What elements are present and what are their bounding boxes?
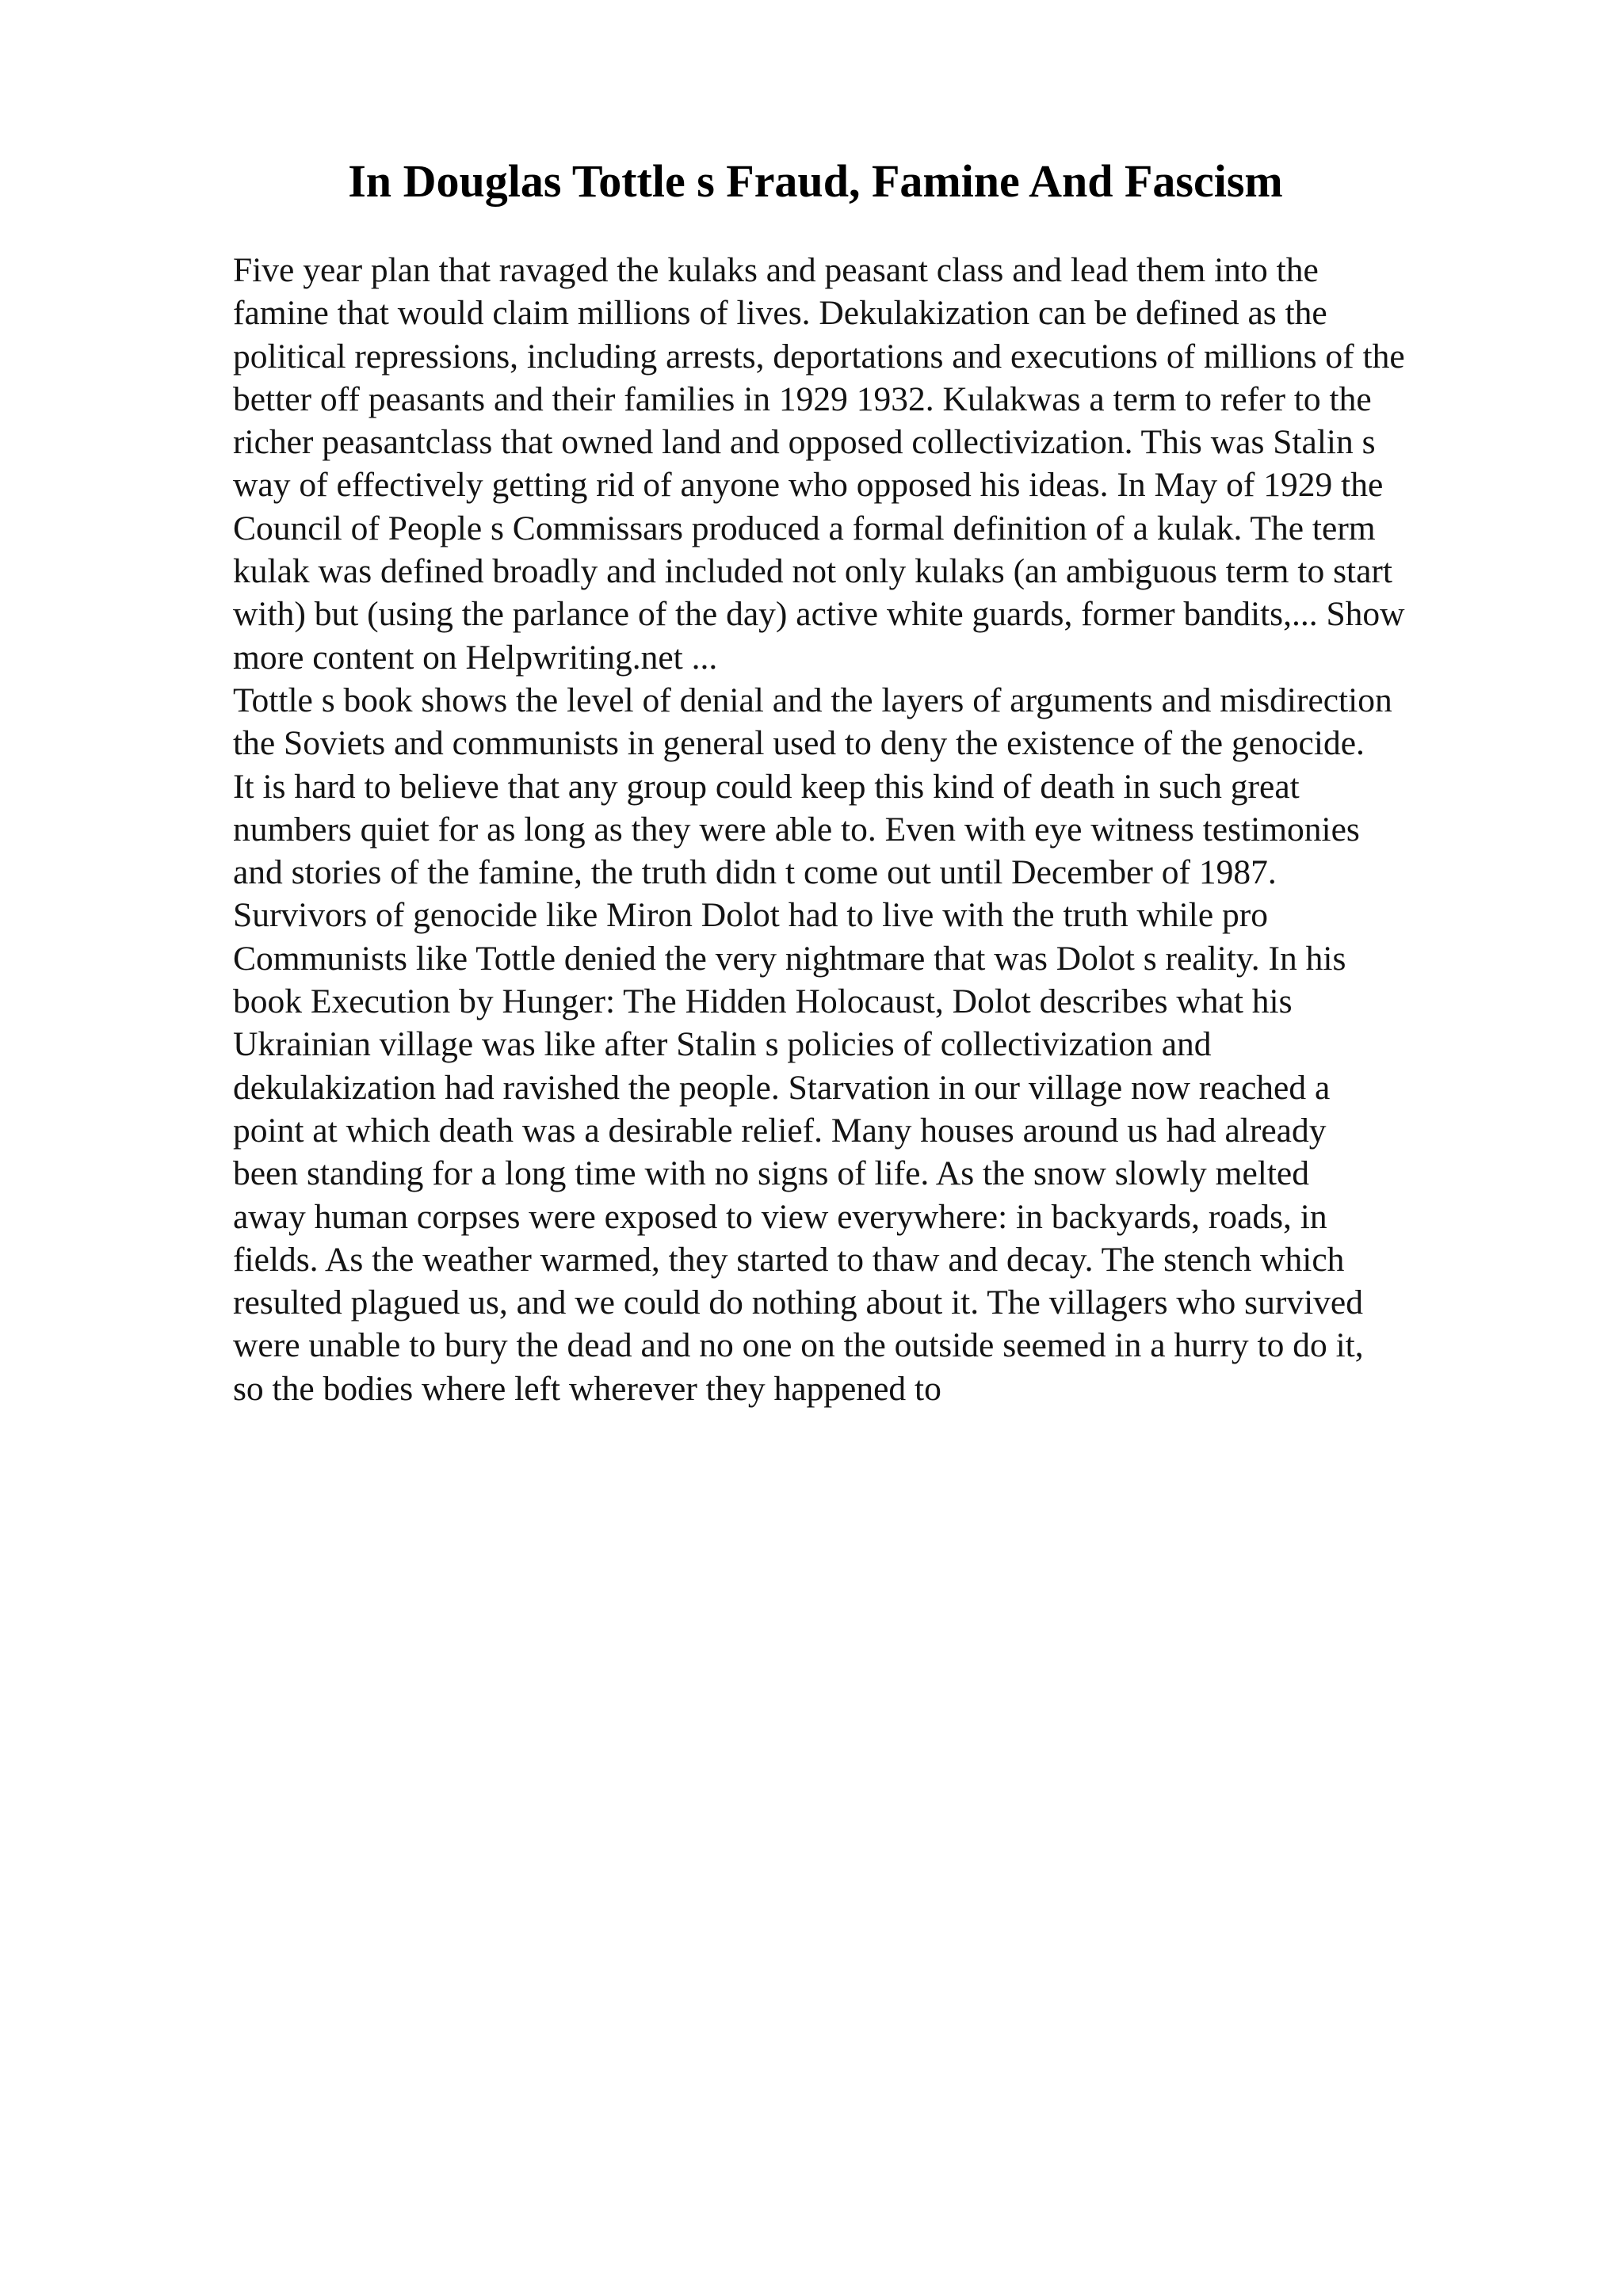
document-title: In Douglas Tottle s Fraud, Famine And Fascism xyxy=(348,155,1283,207)
body-line: book Execution by Hunger: The Hidden Holocaust, Dolot describes what his xyxy=(233,982,1293,1021)
body-line: Council of People s Commissars produced a formal definition of a kulak. The term xyxy=(233,509,1376,547)
body-line: Tottle s book shows the level of denial and the layers of arguments and misdirection xyxy=(233,681,1392,719)
body-line: more content on Helpwriting.net ... xyxy=(233,638,718,677)
body-line: and stories of the famine, the truth didn t come out until December of 1987. xyxy=(233,853,1277,892)
body-line: Communists like Tottle denied the very nightmare that was Dolot s reality. In his xyxy=(233,939,1346,978)
body-line: political repressions, including arrests, deportations and executions of millions of the xyxy=(233,337,1405,376)
body-line: famine that would claim millions of lives. Dekulakization can be defined as the xyxy=(233,294,1327,333)
body-line: been standing for a long time with no signs of life. As the snow slowly melted xyxy=(233,1154,1309,1193)
body-line: better off peasants and their families in 1929 1932. Kulakwas a term to refer to the xyxy=(233,379,1372,418)
body-line: richer peasantclass that owned land and opposed collectivization. This was Stalin s xyxy=(233,423,1376,462)
body-line: way of effectively getting rid of anyone who opposed his ideas. In May of 1929 the xyxy=(233,466,1384,505)
body-line: fields. As the weather warmed, they started to thaw and decay. The stench which xyxy=(233,1240,1345,1279)
body-line: point at which death was a desirable relief. Many houses around us had already xyxy=(233,1111,1327,1150)
body-line: Ukrainian village was like after Stalin s policies of collectivization and xyxy=(233,1025,1212,1064)
body-line: away human corpses were exposed to view everywhere: in backyards, roads, in xyxy=(233,1197,1327,1236)
body-line: It is hard to believe that any group could keep this kind of death in such great xyxy=(233,767,1300,806)
body-line: Survivors of genocide like Miron Dolot had to live with the truth while pro xyxy=(233,896,1268,935)
body-line: Five year plan that ravaged the kulaks and peasant class and lead them into the xyxy=(233,251,1319,289)
body-line: with) but (using the parlance of the day) active white guards, former bandits,... Show xyxy=(233,595,1405,634)
body-line: the Soviets and communists in general used to deny the existence of the genocide. xyxy=(233,724,1365,763)
document-body xyxy=(233,249,1517,1410)
body-line: kulak was defined broadly and included not only kulaks (an ambiguous term to start xyxy=(233,552,1392,591)
body-line: numbers quiet for as long as they were able to. Even with eye witness testimonies xyxy=(233,810,1360,849)
body-line: dekulakization had ravished the people. Starvation in our village now reached a xyxy=(233,1068,1331,1107)
body-line: so the bodies where left wherever they happened to xyxy=(233,1369,941,1408)
body-line: were unable to bury the dead and no one on the outside seemed in a hurry to do it, xyxy=(233,1326,1364,1365)
body-line: resulted plagued us, and we could do nothing about it. The villagers who survived xyxy=(233,1283,1363,1322)
